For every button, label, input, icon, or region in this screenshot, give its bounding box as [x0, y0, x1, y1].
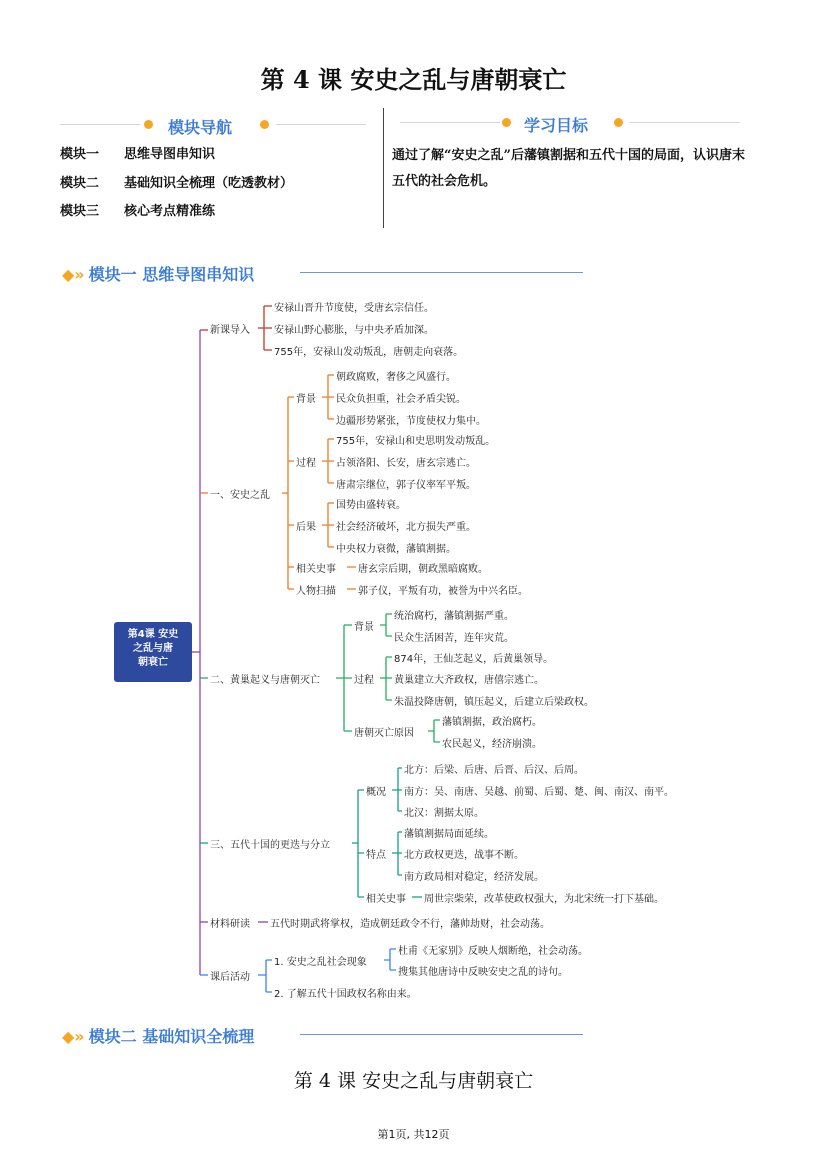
- activity-1-item: 搜集其他唐诗中反映安史之乱的诗句。: [398, 967, 568, 978]
- intro-item: 安禄山野心膨胀，与中央矛盾加深。: [274, 325, 434, 336]
- node-s1-result: 后果: [296, 522, 316, 533]
- mindmap-root[interactable]: 第4课 安史 之乱与唐 朝衰亡: [114, 622, 192, 682]
- s3-overview-item: 北方：后梁、后唐、后晋、后汉、后周。: [404, 765, 584, 776]
- s2-cause-item: 农民起义，经济崩溃。: [442, 739, 542, 750]
- s1-process-item: 占领洛阳、长安，唐玄宗逃亡。: [336, 458, 476, 469]
- s3-feature-item: 藩镇割据局面延续。: [404, 829, 494, 840]
- node-s3-overview: 概况: [366, 787, 386, 798]
- node-s2-background: 背景: [354, 622, 374, 633]
- s3-feature-item: 北方政权更迭，战事不断。: [404, 850, 524, 861]
- node-s2-cause: 唐朝灭亡原因: [354, 728, 414, 739]
- s2-process-item: 874年，王仙芝起义，后黄巢领导。: [394, 654, 554, 665]
- module1-heading: ◆» 模块一 思维导图串知识: [62, 265, 255, 284]
- s1-history-text: 唐玄宗后期，朝政黑暗腐败。: [358, 564, 488, 575]
- s2-process-item: 朱温投降唐朝，镇压起义，后建立后梁政权。: [394, 697, 594, 708]
- goal-heading: 学习目标: [524, 116, 589, 135]
- intro-item: 755年，安禄山发动叛乱，唐朝走向衰落。: [274, 347, 464, 358]
- s3-overview-item: 北汉：割据太原。: [404, 808, 484, 819]
- s1-result-item: 社会经济破坏，北方损失严重。: [336, 522, 476, 533]
- s2-background-item: 民众生活困苦，连年灾荒。: [394, 633, 514, 644]
- nav-item-1[interactable]: 模块一 思维导图串知识: [60, 147, 216, 162]
- page-footer: 第1页, 共12页: [377, 1128, 450, 1141]
- page-title: 第 4 课 安史之乱与唐朝衰亡: [260, 65, 567, 94]
- node-s1-history: 相关史事: [296, 564, 336, 575]
- node-activity: 课后活动: [210, 972, 250, 983]
- s1-background-item: 边疆形势紧张，节度使权力集中。: [336, 416, 486, 427]
- s1-process-item: 唐肃宗继位，郭子仪率军平叛。: [336, 480, 476, 491]
- section-subtitle: 第 4 课 安史之乱与唐朝衰亡: [293, 1070, 534, 1092]
- node-section-2: 二、黄巢起义与唐朝灭亡: [210, 675, 320, 686]
- s1-result-item: 国势由盛转衰。: [336, 500, 406, 511]
- goal-text: 通过了解“安史之乱”后藩镇割据和五代十国的局面，认识唐末五代的社会危机。: [392, 148, 745, 189]
- s1-background-item: 民众负担重，社会矛盾尖锐。: [336, 394, 466, 405]
- intro-item: 安禄山晋升节度使，受唐玄宗信任。: [274, 303, 434, 314]
- module-arrow-icon: ◆»: [62, 265, 85, 284]
- materials-text: 五代时期武将掌权，造成朝廷政令不行，藩帅劫财，社会动荡。: [270, 919, 550, 930]
- s2-cause-item: 藩镇割据，政治腐朽。: [442, 717, 542, 728]
- module2-rule: [300, 1034, 583, 1035]
- activity-item-1: 1. 安史之乱社会现象: [274, 957, 367, 968]
- module-arrow-icon: ◆»: [62, 1027, 85, 1046]
- node-materials: 材料研读: [210, 919, 250, 930]
- nav-heading: 模块导航: [168, 118, 233, 137]
- s3-overview-item: 南方：吴、南唐、吴越、前蜀、后蜀、楚、闽、南汉、南平。: [404, 787, 674, 798]
- activity-1-item: 杜甫《无家别》反映人烟断绝，社会动荡。: [398, 946, 588, 957]
- s3-history-text: 周世宗柴荣，改革使政权强大，为北宋统一打下基础。: [424, 894, 664, 905]
- activity-item-2: 2. 了解五代十国政权名称由来。: [274, 989, 417, 1000]
- node-s3-history: 相关史事: [366, 894, 406, 905]
- node-s1-figure: 人物扫描: [296, 586, 336, 597]
- s2-background-item: 统治腐朽，藩镇割据严重。: [394, 611, 514, 622]
- s1-result-item: 中央权力衰微，藩镇割据。: [336, 544, 456, 555]
- s1-process-item: 755年，安禄山和史思明发动叛乱。: [336, 436, 496, 447]
- node-s1-background: 背景: [296, 394, 316, 405]
- node-section-3: 三、五代十国的更迭与分立: [210, 840, 330, 851]
- s2-process-item: 黄巢建立大齐政权，唐僖宗逃亡。: [394, 675, 544, 686]
- s1-figure-text: 郭子仪，平叛有功，被誉为中兴名臣。: [358, 586, 528, 597]
- s3-feature-item: 南方政局相对稳定，经济发展。: [404, 872, 544, 883]
- s1-background-item: 朝政腐败，奢侈之风盛行。: [336, 372, 456, 383]
- node-s1-process: 过程: [296, 458, 316, 469]
- node-section-1: 一、安史之乱: [210, 490, 270, 501]
- node-s2-process: 过程: [354, 675, 374, 686]
- nav-item-2[interactable]: 模块二 基础知识全梳理（吃透教材）: [60, 176, 294, 191]
- node-intro: 新课导入: [210, 325, 250, 336]
- module2-heading: ◆» 模块二 基础知识全梳理: [62, 1027, 255, 1046]
- nav-item-3[interactable]: 模块三 核心考点精准练: [60, 204, 216, 219]
- node-s3-feature: 特点: [366, 850, 386, 861]
